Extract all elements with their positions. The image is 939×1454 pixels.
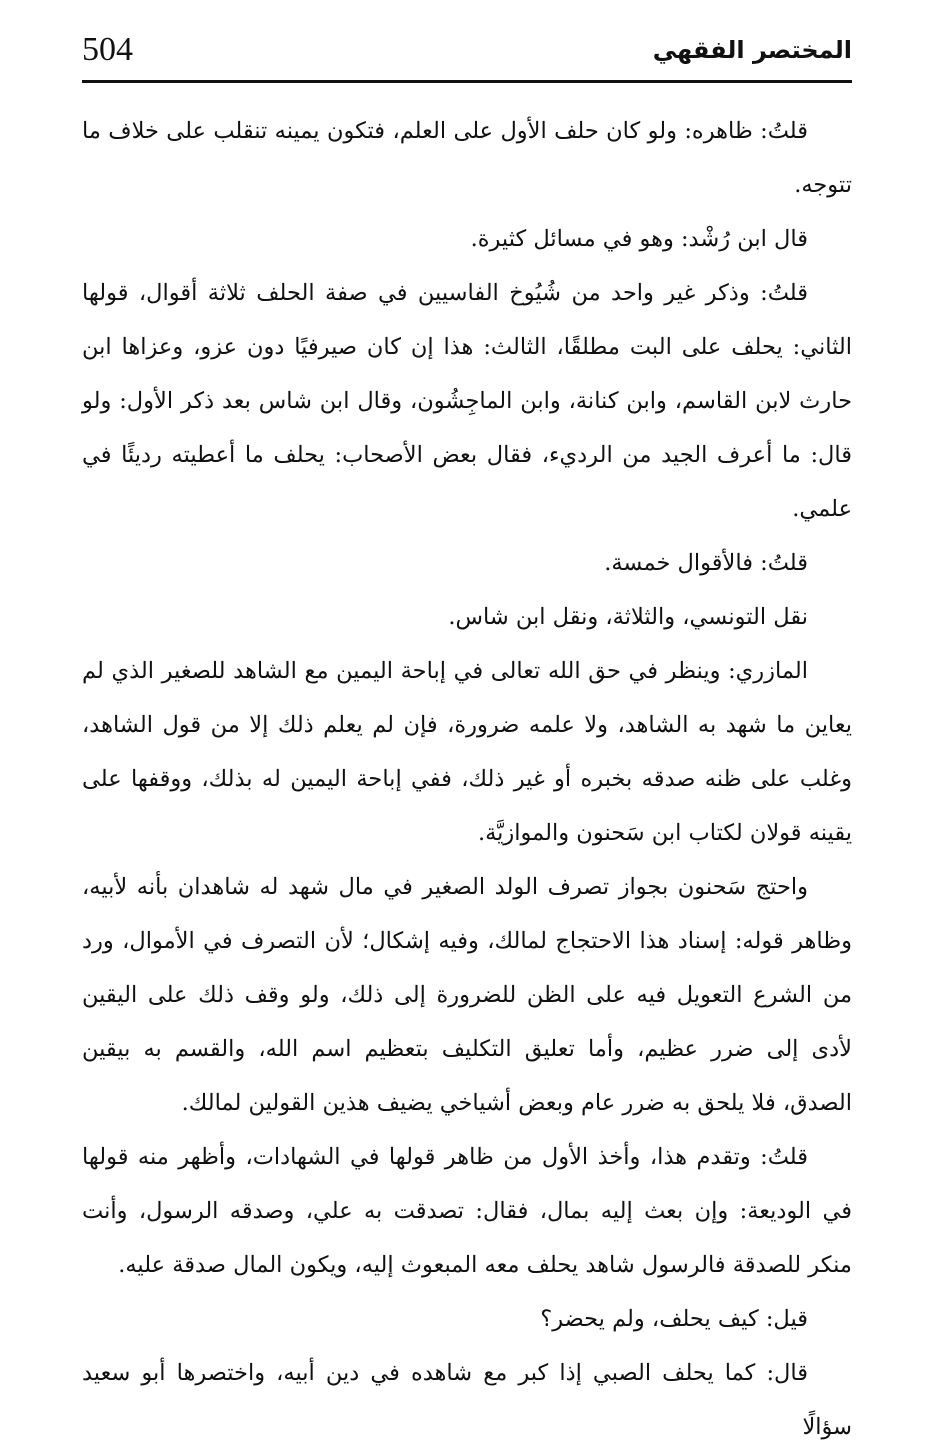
paragraph: قال: كما يحلف الصبي إذا كبر مع شاهده في دين أبيه، واختصرها أبو سعيد سؤالًا — [82, 1360, 852, 1440]
paragraph: قال ابن رُشْد: وهو في مسائل كثيرة. — [470, 226, 808, 252]
paragraph: قلتُ: وذكر غير واحد من شُيُوخ الفاسيين في صفة الحلف ثلاثة أقوال، قولها الثاني: يحلف على البت مطلقًا، الثالث: هذا إن كان صيرفيًا دون عزو، وعزاها ابن حارث لابن القاسم، وابن كنانة، وابن الماجِشُون، وقال ابن شاس بعد ذكر الأول: ولو قال: ما أعرف الجيد من الرديء، فقال بعض الأصحاب: يحلف ما أعطيته رديئًا في علمي. — [82, 280, 852, 522]
page-number: 504 — [82, 31, 133, 68]
main-text — [82, 104, 852, 1454]
paragraph: قيل: كيف يحلف، ولم يحضر؟ — [540, 1306, 808, 1332]
paragraph: المازري: وينظر في حق الله تعالى في إباحة اليمين مع الشاهد للصغير الذي لم يعاين ما شهد به الشاهد، ولا علمه ضرورة، فإن لم يعلم ذلك إلا من قول الشاهد، وغلب على ظنه صدقه بخبره أو غير ذلك، ففي إباحة اليمين له بذلك، ووقفها على يقينه قولان لكتاب ابن سَحنون والموازيَّة. — [82, 658, 852, 846]
paragraph: نقل التونسي، والثلاثة، ونقل ابن شاس. — [448, 604, 808, 630]
header-rule — [82, 80, 852, 83]
page-header — [82, 30, 852, 82]
paragraph: قلتُ: فالأقوال خمسة. — [604, 550, 808, 576]
paragraph: واحتج سَحنون بجواز تصرف الولد الصغير في مال شهد له شاهدان بأنه لأبيه، وظاهر قوله: إسناد هذا الاحتجاج لمالك، وفيه إشكال؛ لأن التصرف في الأموال، ورد من الشرع التعويل فيه على الظن للضرورة إلى ذلك، ولو وقف ذلك على اليقين لأدى إلى ضرر عظيم، وأما تعليق التكليف بتعظيم اسم الله، والقسم به بيقين الصدق، فلا يلحق به ضرر عام وبعض أشياخي يضيف هذين القولين لمالك. — [82, 874, 852, 1116]
paragraph: قلتُ: ظاهره: ولو كان حلف الأول على العلم، فتكون يمينه تنقلب على خلاف ما تتوجه. — [82, 118, 852, 198]
running-title: المختصر الفقهي — [652, 36, 852, 64]
paragraph: قلتُ: وتقدم هذا، وأخذ الأول من ظاهر قولها في الشهادات، وأظهر منه قولها في الوديعة: وإن بعث إليه بمال، فقال: تصدقت به علي، وصدقه الرسول، وأنت منكر للصدقة فالرسول شاهد يحلف معه المبعوث إليه، ويكون المال صدقة عليه. — [82, 1144, 852, 1278]
